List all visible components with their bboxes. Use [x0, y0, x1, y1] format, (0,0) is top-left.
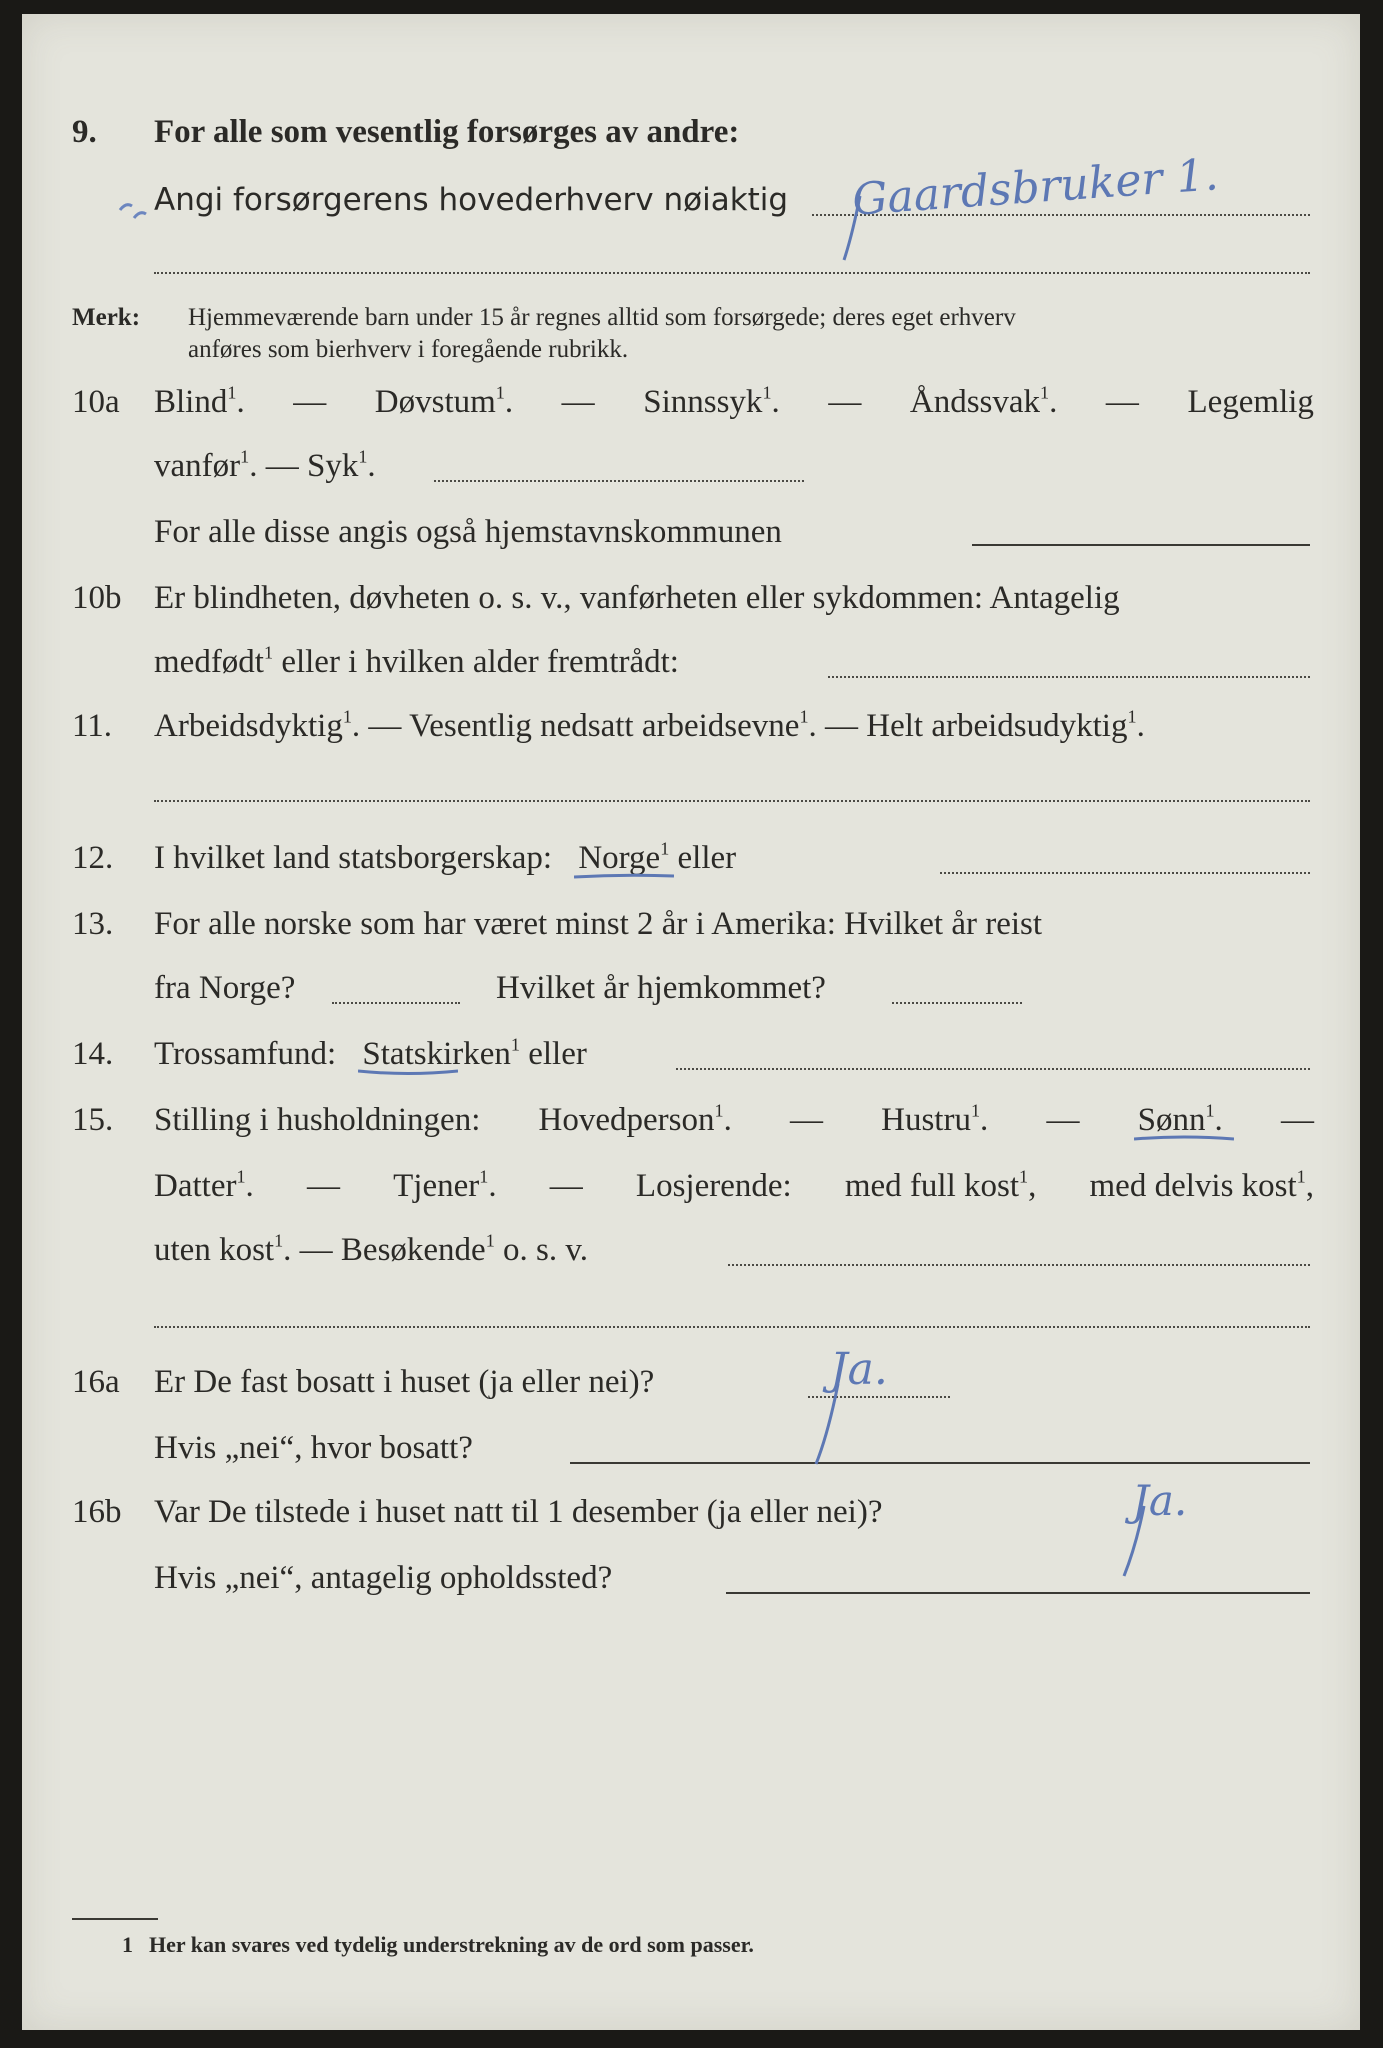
option-sonn[interactable]: Sønn$^1$.: [1138, 1102, 1223, 1139]
q16a-bosatt-line: [570, 1462, 1310, 1464]
q16a-answer-handwritten[interactable]: Ja.: [830, 1344, 888, 1395]
q10b-line1: Er blindheten, døvheten o. s. v., vanførheten eller sykdommen: Antagelig: [154, 580, 1120, 616]
q15-number: 15.: [72, 1102, 114, 1138]
q16a-line2: Hvis „nei“, hvor bosatt?: [154, 1430, 473, 1466]
q9-extra-line: [154, 272, 1310, 274]
q10a-kommune-line: [972, 544, 1310, 546]
option-dovstum[interactable]: Døvstum$^1$.: [374, 382, 514, 420]
q11-extra-line: [154, 800, 1310, 802]
q12-land-line: [940, 872, 1310, 874]
option-blind[interactable]: Blind$^1$.: [154, 382, 245, 420]
q16a-number: 16a: [72, 1364, 120, 1400]
q10a-line1: Blind$^1$. — Døvstum$^1$. — Sinnssyk$^1$. — Åndssvak$^1$. — Legemlig: [154, 382, 1314, 420]
q16b-number: 16b: [72, 1494, 122, 1530]
q16a-answer-line: [808, 1396, 950, 1398]
q11-number: 11.: [72, 708, 113, 744]
option-arbeidsdyktig[interactable]: Arbeidsdyktig$^1$.: [154, 706, 361, 744]
q14-line: Trossamfund: Statskirken$^1$ eller: [154, 1036, 587, 1073]
merk-label: Merk:: [72, 304, 141, 331]
option-besokende[interactable]: Besøkende$^1$: [340, 1230, 495, 1268]
merk-line1: Hjemmeværende barn under 15 år regnes alltid som forsørgede; deres eget erhverv: [188, 304, 1016, 331]
pencil-underline-sonn: [1134, 1133, 1234, 1143]
q13-hjemkommet-line: [892, 1002, 1022, 1004]
q9-question: Angi forsørgerens hovederhverv nøiaktig: [154, 182, 789, 218]
option-nedsatt[interactable]: Vesentlig nedsatt arbeidsevne$^1$.: [409, 706, 817, 744]
q10b-alder-line: [828, 676, 1310, 678]
q10b-line2: medfødt$^1$ eller i hvilken alder fremtrådt:: [154, 642, 679, 680]
q10a-line2: vanfør$^1$. — Syk$^1$.: [154, 446, 376, 484]
q14-number: 14.: [72, 1036, 114, 1072]
merk-line2: anføres som bierhverv i foregående rubrikk.: [188, 336, 629, 363]
q10a-number: 10a: [72, 384, 120, 420]
q12-line: I hvilket land statsborgerskap: Norge$^1$ eller: [154, 840, 736, 877]
q9-heading: For alle som vesentlig forsørges av andre:: [154, 114, 740, 150]
option-hovedperson[interactable]: Hovedperson$^1$.: [538, 1100, 732, 1138]
footnote: 1 Her kan svares ved tydelig understrekning av de ord som passer.: [122, 1932, 754, 1957]
option-andssvak[interactable]: Åndssvak$^1$.: [909, 382, 1058, 420]
q16b-answer-handwritten[interactable]: Ja.: [1132, 1476, 1188, 1525]
option-tjener[interactable]: Tjener$^1$.: [393, 1166, 497, 1204]
q9-answer-handwritten[interactable]: Gaardsbruker 1.: [850, 149, 1220, 226]
option-uten-kost[interactable]: uten kost$^1$.: [154, 1230, 292, 1268]
q16a-line1: Er De fast bosatt i huset (ja eller nei)?: [154, 1364, 655, 1400]
q9-number: 9.: [72, 114, 97, 150]
q11-line: Arbeidsdyktig$^1$. — Vesentlig nedsatt arbeidsevne$^1$. — Helt arbeidsudyktig$^1$.: [154, 706, 1145, 744]
option-sinnssyk[interactable]: Sinnssyk$^1$.: [643, 382, 780, 420]
q15-line1: Stilling i husholdningen: Hovedperson$^1$. — Hustru$^1$. — Sønn$^1$. —: [154, 1102, 1314, 1139]
option-datter[interactable]: Datter$^1$.: [154, 1166, 254, 1204]
option-syk[interactable]: Syk$^1$.: [306, 446, 376, 484]
q10a-syk-line: [434, 480, 804, 482]
q15-extra-line: [154, 1326, 1310, 1328]
option-medfodt[interactable]: medfødt$^1$: [154, 642, 274, 680]
option-norge[interactable]: Norge$^1$: [578, 840, 669, 877]
q10b-number: 10b: [72, 580, 122, 616]
q16b-opholdssted-line: [726, 1592, 1310, 1594]
q16b-line1: Var De tilstede i huset natt til 1 desember (ja eller nei)?: [154, 1494, 883, 1530]
option-udyktig[interactable]: Helt arbeidsudyktig$^1$.: [866, 706, 1145, 744]
q15-osv-line: [728, 1264, 1310, 1266]
pencil-underline-statskirken: [358, 1067, 458, 1077]
q14-trossamfund-line: [676, 1068, 1310, 1070]
q16b-line2: Hvis „nei“, antagelig opholdssted?: [154, 1560, 613, 1596]
pencil-underline-norge: [574, 871, 674, 881]
option-legemlig[interactable]: Legemlig: [1187, 384, 1314, 420]
q13-number: 13.: [72, 906, 114, 942]
q10a-line3: For alle disse angis også hjemstavnskommunen: [154, 514, 782, 550]
q13-fra-label: fra Norge?: [154, 970, 296, 1006]
q13-hjem-label: Hvilket år hjemkommet?: [496, 970, 826, 1006]
option-delvis-kost[interactable]: med delvis kost$^1$,: [1089, 1166, 1314, 1204]
option-hustru[interactable]: Hustru$^1$.: [881, 1100, 989, 1138]
q15-line2: Datter$^1$. — Tjener$^1$. — Losjerende: med full kost$^1$, med delvis kost$^1$,: [154, 1166, 1314, 1204]
option-statskirken[interactable]: Statskirken$^1$: [362, 1036, 520, 1073]
q13-reist-line: [332, 1002, 460, 1004]
q13-line1: For alle norske som har været minst 2 år i Amerika: Hvilket år reist: [154, 906, 1043, 942]
q12-number: 12.: [72, 840, 114, 876]
census-form-page: [22, 14, 1360, 2030]
footnote-rule: [72, 1918, 158, 1920]
q15-line3: uten kost$^1$. — Besøkende$^1$ o. s. v.: [154, 1230, 588, 1268]
option-vanfor[interactable]: vanfør$^1$.: [154, 446, 258, 484]
option-full-kost[interactable]: med full kost$^1$,: [844, 1166, 1037, 1204]
